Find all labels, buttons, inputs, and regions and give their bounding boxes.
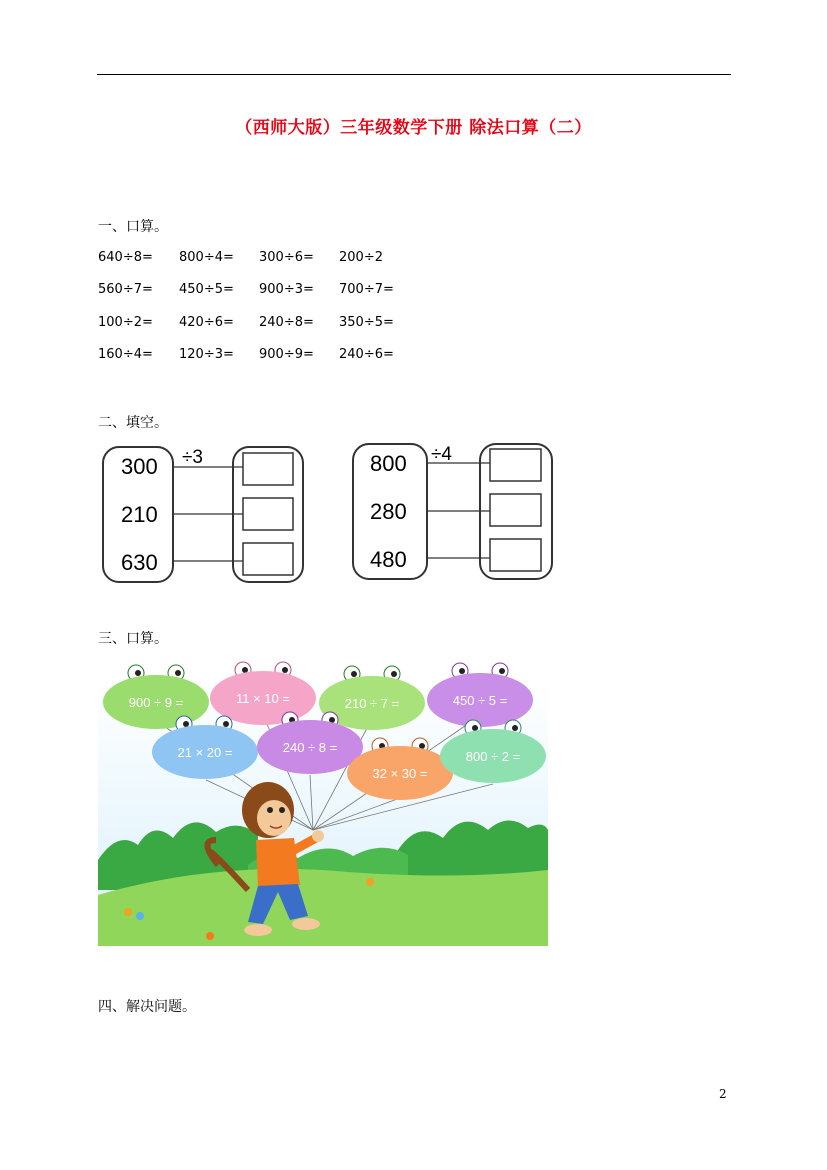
dividend: 210 [121, 502, 158, 527]
page-number: 2 [719, 1087, 727, 1101]
balloon-problem: 240 ÷ 8 = [282, 740, 338, 755]
problem: 120÷3= [179, 347, 234, 362]
section-2-heading: 二、填空。 [98, 415, 168, 431]
problem: 200÷2 [339, 250, 383, 265]
problem: 700÷7= [339, 282, 394, 297]
problem: 450÷5= [179, 282, 234, 297]
balloon [427, 663, 533, 727]
section-4-heading: 四、解决问题。 [98, 999, 196, 1015]
answer-box[interactable] [490, 539, 541, 571]
problem: 800÷4= [179, 250, 234, 265]
problem: 900÷3= [259, 282, 314, 297]
problem: 100÷2= [98, 315, 153, 330]
flower-icon [124, 908, 132, 916]
operator-label: ÷4 [431, 444, 452, 465]
balloon-problem: 900 ÷ 9 = [128, 695, 184, 710]
flower-icon [136, 912, 144, 920]
header-rule [97, 74, 731, 75]
answer-box[interactable] [243, 543, 293, 575]
answer-box[interactable] [243, 498, 293, 530]
problem: 560÷7= [98, 282, 153, 297]
answer-box[interactable] [490, 494, 541, 526]
problem: 240÷6= [339, 347, 394, 362]
flower-icon [366, 878, 374, 886]
division-group [103, 447, 303, 582]
problem: 240÷8= [259, 315, 314, 330]
dividend: 800 [370, 451, 407, 476]
flower-icon [206, 932, 214, 940]
answer-box[interactable] [243, 453, 293, 485]
balloon-problem: 450 ÷ 5 = [452, 693, 508, 708]
balloon-problem: 32 × 30 = [372, 766, 428, 781]
section-3-heading: 三、口算。 [98, 631, 168, 647]
problem: 300÷6= [259, 250, 314, 265]
monkey-balloons-illustration [98, 660, 548, 946]
section-1-heading: 一、口算。 [98, 219, 168, 235]
balloon-problem: 210 ÷ 7 = [344, 696, 400, 711]
problem: 350÷5= [339, 315, 394, 330]
dividend: 630 [121, 550, 158, 575]
dividend: 480 [370, 547, 407, 572]
balloon [210, 662, 316, 725]
problem: 160÷4= [98, 347, 153, 362]
problem: 900÷9= [259, 347, 314, 362]
answer-box[interactable] [490, 449, 541, 481]
dividend: 300 [121, 454, 158, 479]
dividend: 280 [370, 499, 407, 524]
problem: 420÷6= [179, 315, 234, 330]
balloon-problem: 11 × 10 = [236, 691, 290, 706]
division-group [353, 444, 552, 579]
balloon-problem: 800 ÷ 2 = [465, 749, 521, 764]
grass-field [98, 869, 548, 946]
problem: 640÷8= [98, 250, 153, 265]
balloon [103, 665, 209, 729]
fill-in-diagram [100, 440, 560, 586]
balloon-problem: 21 × 20 = [177, 745, 233, 760]
operator-label: ÷3 [182, 447, 203, 468]
page-title: （西师大版）三年级数学下册 除法口算（二） [235, 118, 592, 138]
